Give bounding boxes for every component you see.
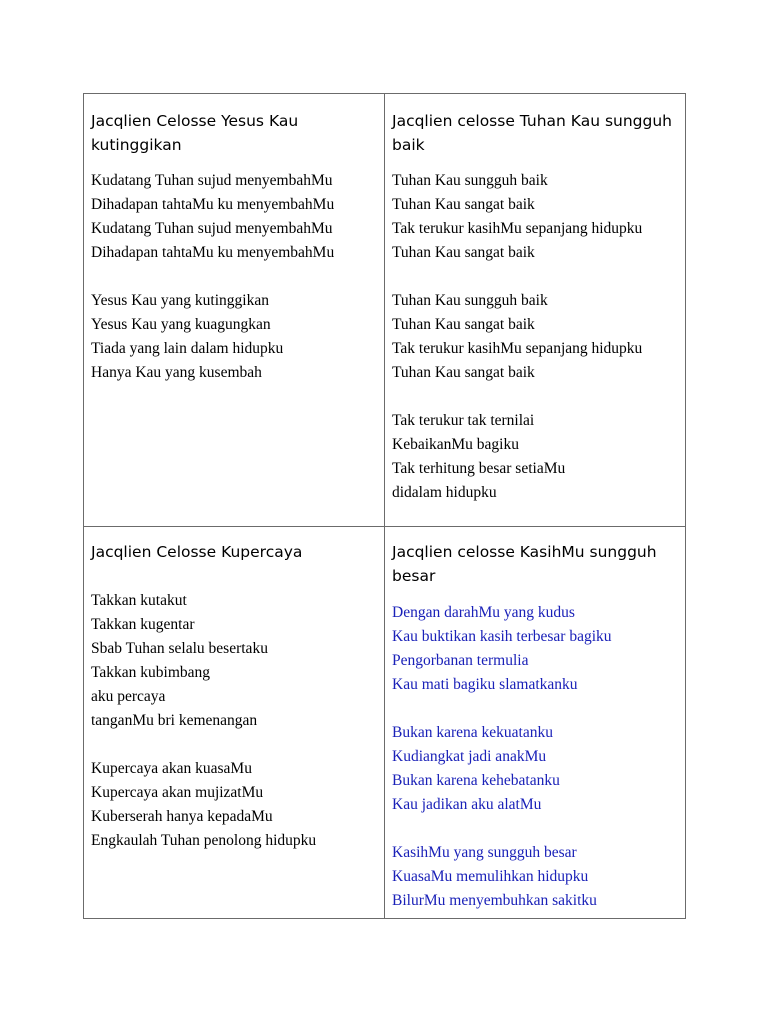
lyric-line: Tiada yang lain dalam hidupku [91, 340, 284, 357]
stanza-break [392, 265, 685, 289]
lyric-line: Takkan kutakut [91, 592, 187, 609]
table-row [84, 94, 686, 527]
song-lyrics [91, 589, 384, 853]
stanza-break [91, 733, 384, 757]
lyric-line: tanganMu bri kemenangan [91, 712, 258, 729]
song-cell [385, 94, 686, 527]
song-lyrics [91, 169, 384, 385]
song-title: Jacqlien Celosse Yesus Kau kutinggikan [91, 112, 299, 154]
lyric-line: Tak terukur tak ternilai [392, 412, 535, 429]
lyric-line: Dihadapan tahtaMu ku menyembahMu [91, 244, 335, 261]
song-lyrics [392, 169, 685, 505]
song-cell [84, 94, 385, 527]
lyric-line: Kau mati bagiku slamatkanku [392, 676, 578, 693]
lyric-line: BilurMu menyembuhkan sakitku [392, 892, 597, 909]
lyric-line: Dihadapan tahtaMu ku menyembahMu [91, 196, 335, 213]
lyric-line: Yesus Kau yang kutinggikan [91, 292, 269, 309]
lyric-line: Sbab Tuhan selalu besertaku [91, 640, 268, 657]
lyric-line: Takkan kugentar [91, 616, 195, 633]
lyric-line: Tuhan Kau sangat baik [392, 316, 535, 333]
lyric-line: Tuhan Kau sungguh baik [392, 292, 548, 309]
lyric-line: Tuhan Kau sangat baik [392, 364, 535, 381]
lyric-line: Kuberserah hanya kepadaMu [91, 808, 273, 825]
lyric-line: KebaikanMu bagiku [392, 436, 519, 453]
song-cell [385, 527, 686, 919]
lyric-line: Kau buktikan kasih terbesar bagiku [392, 628, 612, 645]
lyrics-table [83, 93, 686, 919]
lyric-line: KasihMu yang sungguh besar [392, 844, 577, 861]
song-title: Jacqlien Celosse Kupercaya [91, 543, 303, 561]
stanza-break [392, 385, 685, 409]
lyric-line: Kudatang Tuhan sujud menyembahMu [91, 172, 333, 189]
lyric-line: Pengorbanan termulia [392, 652, 529, 669]
lyric-line: Hanya Kau yang kusembah [91, 364, 262, 381]
lyric-line: aku percaya [91, 688, 166, 705]
table-row [84, 527, 686, 919]
lyric-line: Kupercaya akan kuasaMu [91, 760, 252, 777]
lyric-line: Tak terukur kasihMu sepanjang hidupku [392, 220, 643, 237]
lyric-line: Tak terhitung besar setiaMu [392, 460, 566, 477]
lyric-line: Engkaulah Tuhan penolong hidupku [91, 832, 317, 849]
lyric-line: Yesus Kau yang kuagungkan [91, 316, 271, 333]
lyric-line: Takkan kubimbang [91, 664, 211, 681]
lyric-line: Tuhan Kau sungguh baik [392, 172, 548, 189]
lyric-line: Tuhan Kau sangat baik [392, 196, 535, 213]
lyric-line: didalam hidupku [392, 484, 497, 501]
lyric-line: KuasaMu memulihkan hidupku [392, 868, 589, 885]
song-title: Jacqlien celosse KasihMu sungguh besar [392, 543, 657, 585]
song-lyrics [392, 601, 685, 913]
song-cell [84, 527, 385, 919]
song-title: Jacqlien celosse Tuhan Kau sungguh baik [392, 112, 672, 154]
stanza-break [91, 265, 384, 289]
lyric-line: Dengan darahMu yang kudus [392, 604, 575, 621]
lyric-line: Kudatang Tuhan sujud menyembahMu [91, 220, 333, 237]
lyric-line: Bukan karena kehebatanku [392, 772, 560, 789]
stanza-break [392, 817, 685, 841]
lyric-line: Kau jadikan aku alatMu [392, 796, 542, 813]
lyric-line: Tak terukur kasihMu sepanjang hidupku [392, 340, 643, 357]
lyric-line: Kupercaya akan mujizatMu [91, 784, 264, 801]
stanza-break [392, 697, 685, 721]
lyric-line: Tuhan Kau sangat baik [392, 244, 535, 261]
lyric-line: Kudiangkat jadi anakMu [392, 748, 547, 765]
lyric-line: Bukan karena kekuatanku [392, 724, 553, 741]
